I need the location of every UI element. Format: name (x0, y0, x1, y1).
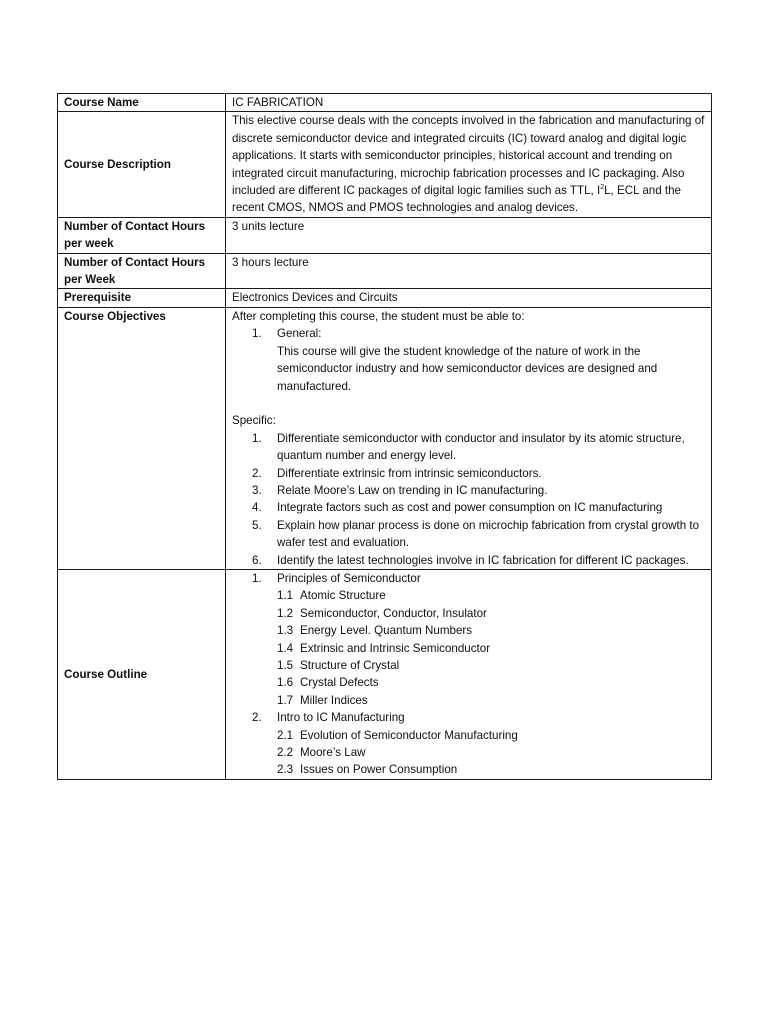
objective-item (232, 465, 706, 482)
objectives-spacer (232, 395, 706, 412)
objectives-general-heading: General: (277, 327, 322, 341)
objectives-specific-heading: Specific: (232, 414, 276, 428)
objectives-general-number: 1. (252, 327, 262, 341)
outline-section-number: 2. (252, 711, 262, 725)
outline-subitem (232, 622, 706, 639)
objective-number: 4. (252, 501, 262, 515)
objective-number: 3. (252, 483, 262, 497)
row-course-name (58, 94, 712, 112)
objective-text: Differentiate extrinsic from intrinsic semiconductors. (277, 466, 542, 480)
objectives-general-text: This course will give the student knowledge of the nature of work in the semiconductor industry and how semiconductor devices are designed and manufactured. (277, 344, 658, 393)
outline-sublist-2 (232, 727, 706, 779)
course-objectives-value (226, 307, 712, 569)
outline-section-number: 1. (252, 571, 262, 585)
outline-subitem (232, 727, 706, 744)
contact-hours-2-value: 3 hours lecture (226, 253, 712, 289)
objective-number: 6. (252, 553, 262, 567)
course-syllabus-table (57, 93, 712, 780)
objective-text: Identify the latest technologies involve in IC fabrication for different IC packages. (277, 553, 689, 567)
outline-subitem-number: 1.1 (277, 589, 294, 603)
outline-subitem (232, 605, 706, 622)
objectives-specific-list (232, 430, 706, 569)
outline-subitem-number: 1.7 (277, 693, 294, 707)
objective-number: 1. (252, 431, 262, 445)
contact-hours-1-label: Number of Contact Hours per week (58, 217, 226, 253)
course-description-text-part1: This elective course deals with the concepts involved in the fabrication and manufacturing of discrete semiconductor device and integrated circuits (IC) toward analog and digital logic applications. It starts with semiconductor principles, historical account and trending on integrated circuit manufacturing, microchip fabrication processes and IC packaging. Also included are different IC packages of digital logic families such as TTL, I (232, 114, 705, 198)
course-description-superscript: 2 (600, 184, 605, 192)
outline-subitem-number: 1.3 (277, 624, 294, 638)
prerequisite-label: Prerequisite (58, 289, 226, 307)
outline-subitem-number: 2.2 (277, 746, 294, 760)
objectives-intro: After completing this course, the student must be able to: (232, 309, 525, 323)
outline-subitem (232, 674, 706, 691)
outline-subitem-number: 1.5 (277, 658, 294, 672)
outline-subitem (232, 640, 706, 657)
objective-text: Relate Moore’s Law on trending in IC manufacturing. (277, 483, 548, 497)
outline-subitem-text: Miller Indices (300, 693, 368, 707)
course-outline-label: Course Outline (58, 569, 226, 779)
course-outline-value (226, 569, 712, 779)
outline-section-title: Principles of Semiconductor (277, 571, 421, 585)
outline-subitem (232, 761, 706, 778)
outline-subitem-text: Semiconductor, Conductor, Insulator (300, 606, 487, 620)
objective-text: Explain how planar process is done on microchip fabrication from crystal growth to wafer test and evaluation. (277, 518, 700, 550)
course-description-value (226, 112, 712, 217)
objective-item (232, 552, 706, 569)
outline-subitem-number: 2.1 (277, 728, 294, 742)
outline-subitem-text: Extrinsic and Intrinsic Semiconductor (300, 641, 491, 655)
objective-item (232, 499, 706, 516)
objectives-general-list (232, 325, 706, 395)
course-name-value: IC FABRICATION (226, 94, 712, 112)
outline-subitem (232, 587, 706, 604)
row-prerequisite (58, 289, 712, 307)
objective-item (232, 430, 706, 465)
objective-text: Differentiate semiconductor with conductor and insulator by its atomic structure, quantum number and energy level. (277, 431, 685, 463)
outline-subitem-text: Moore’s Law (300, 746, 366, 760)
outline-subitem (232, 657, 706, 674)
objectives-general-item (232, 325, 706, 395)
outline-section (232, 570, 706, 587)
row-course-description (58, 112, 712, 217)
outline-subitem-text: Issues on Power Consumption (300, 763, 458, 777)
course-description-label: Course Description (58, 112, 226, 217)
row-course-objectives (58, 307, 712, 569)
outline-subitem-number: 1.2 (277, 606, 294, 620)
course-objectives-label: Course Objectives (58, 307, 226, 569)
objective-item (232, 517, 706, 552)
outline-subitem (232, 692, 706, 709)
outline-subitem-number: 2.3 (277, 763, 294, 777)
objective-text: Integrate factors such as cost and power consumption on IC manufacturing (277, 501, 663, 515)
contact-hours-1-value: 3 units lecture (226, 217, 712, 253)
outline-list (232, 570, 706, 587)
outline-subitem-number: 1.6 (277, 676, 294, 690)
outline-subitem-text: Evolution of Semiconductor Manufacturing (300, 728, 518, 742)
outline-subitem-text: Atomic Structure (300, 589, 386, 603)
outline-section-title: Intro to IC Manufacturing (277, 711, 405, 725)
outline-subitem-text: Crystal Defects (300, 676, 379, 690)
outline-list-2 (232, 709, 706, 726)
row-contact-hours-1 (58, 217, 712, 253)
outline-section (232, 709, 706, 726)
objective-number: 2. (252, 466, 262, 480)
outline-subitem-number: 1.4 (277, 641, 294, 655)
objective-item (232, 482, 706, 499)
outline-sublist-1 (232, 587, 706, 709)
outline-subitem-text: Energy Level. Quantum Numbers (300, 624, 473, 638)
row-contact-hours-2 (58, 253, 712, 289)
row-course-outline (58, 569, 712, 779)
course-description-text-part2: L, ECL and the recent CMOS, NMOS and PMOS technologies and analog devices. (232, 184, 682, 215)
outline-subitem-text: Structure of Crystal (300, 658, 400, 672)
course-name-label: Course Name (58, 94, 226, 112)
outline-subitem (232, 744, 706, 761)
objective-number: 5. (252, 518, 262, 532)
contact-hours-2-label: Number of Contact Hours per Week (58, 253, 226, 289)
prerequisite-value: Electronics Devices and Circuits (226, 289, 712, 307)
